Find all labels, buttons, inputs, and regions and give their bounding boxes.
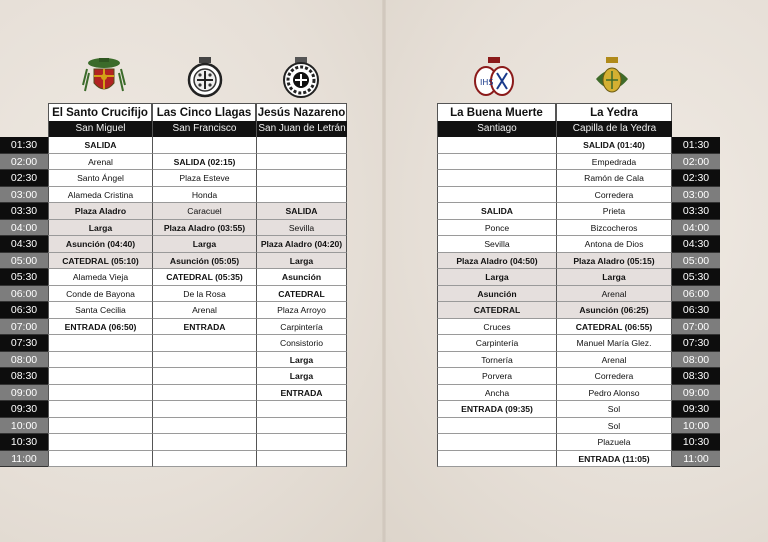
table-row bbox=[437, 220, 720, 237]
time-slot: 07:00 bbox=[672, 319, 720, 336]
column-header-jesus-nazareno: Jesús Nazareno bbox=[256, 103, 347, 121]
table-row bbox=[437, 319, 720, 336]
table-row bbox=[0, 434, 347, 451]
table-row bbox=[0, 286, 347, 303]
time-slot: 08:30 bbox=[672, 368, 720, 385]
schedule-cell: Santa Cecilia bbox=[48, 302, 152, 319]
table-row bbox=[0, 335, 347, 352]
schedule-cell: CATEDRAL (06:55) bbox=[556, 319, 672, 336]
time-slot: 08:00 bbox=[0, 352, 48, 369]
schedule-cell: Ancha bbox=[437, 385, 556, 402]
table-row bbox=[437, 401, 720, 418]
time-slot: 06:30 bbox=[672, 302, 720, 319]
schedule-cell bbox=[48, 368, 152, 385]
schedule-cell: Larga bbox=[256, 352, 347, 369]
time-slot: 01:30 bbox=[0, 137, 48, 154]
time-slot: 10:30 bbox=[672, 434, 720, 451]
schedule-cell: Pedro Alonso bbox=[556, 385, 672, 402]
table-row bbox=[0, 203, 347, 220]
table-row bbox=[0, 236, 347, 253]
schedule-cell: Conde de Bayona bbox=[48, 286, 152, 303]
buena-muerte-emblem-icon bbox=[470, 55, 518, 99]
schedule-cell bbox=[152, 418, 256, 435]
schedule-cell bbox=[256, 137, 347, 154]
time-slot: 05:00 bbox=[672, 253, 720, 270]
time-slot: 03:00 bbox=[0, 187, 48, 204]
time-slot: 04:30 bbox=[0, 236, 48, 253]
column-header-la-yedra: La Yedra bbox=[556, 103, 672, 121]
schedule-cell bbox=[256, 187, 347, 204]
schedule-cell: Plaza Aladro (05:15) bbox=[556, 253, 672, 270]
time-slot: 10:00 bbox=[0, 418, 48, 435]
time-slot: 02:30 bbox=[672, 170, 720, 187]
table-row bbox=[0, 220, 347, 237]
table-row bbox=[437, 236, 720, 253]
time-slot: 04:00 bbox=[672, 220, 720, 237]
schedule-cell: SALIDA bbox=[256, 203, 347, 220]
schedule-cell bbox=[48, 385, 152, 402]
schedule-cell: Bizcocheros bbox=[556, 220, 672, 237]
time-slot: 03:30 bbox=[0, 203, 48, 220]
schedule-cell: Corredera bbox=[556, 187, 672, 204]
schedule-cell bbox=[256, 154, 347, 171]
schedule-cell bbox=[256, 418, 347, 435]
schedule-cell: CATEDRAL (05:35) bbox=[152, 269, 256, 286]
schedule-cell: Asunción (05:05) bbox=[152, 253, 256, 270]
left-schedule-rows bbox=[0, 137, 347, 467]
table-row bbox=[437, 434, 720, 451]
schedule-cell: SALIDA bbox=[437, 203, 556, 220]
schedule-cell: Alameda Cristina bbox=[48, 187, 152, 204]
table-row bbox=[437, 335, 720, 352]
schedule-cell: De la Rosa bbox=[152, 286, 256, 303]
schedule-cell: Empedrada bbox=[556, 154, 672, 171]
schedule-cell: Plaza Aladro (04:50) bbox=[437, 253, 556, 270]
right-schedule-rows bbox=[437, 137, 720, 467]
schedule-cell bbox=[152, 335, 256, 352]
schedule-cell bbox=[256, 434, 347, 451]
time-slot: 05:30 bbox=[672, 269, 720, 286]
schedule-cell: Caracuel bbox=[152, 203, 256, 220]
nazareno-emblem-icon bbox=[279, 55, 323, 99]
schedule-cell: Asunción (04:40) bbox=[48, 236, 152, 253]
column-header-cinco-llagas: Las Cinco Llagas bbox=[152, 103, 256, 121]
schedule-cell: SALIDA (01:40) bbox=[556, 137, 672, 154]
schedule-cell: Honda bbox=[152, 187, 256, 204]
schedule-cell: ENTRADA (09:35) bbox=[437, 401, 556, 418]
time-slot: 03:30 bbox=[672, 203, 720, 220]
schedule-cell: Consistorio bbox=[256, 335, 347, 352]
schedule-cell bbox=[152, 137, 256, 154]
table-row bbox=[437, 302, 720, 319]
schedule-cell: Ramón de Cala bbox=[556, 170, 672, 187]
time-slot: 02:00 bbox=[0, 154, 48, 171]
time-slot: 06:30 bbox=[0, 302, 48, 319]
time-slot: 09:00 bbox=[0, 385, 48, 402]
church-label: Capilla de la Yedra bbox=[556, 121, 672, 137]
schedule-cell bbox=[437, 434, 556, 451]
time-slot: 09:30 bbox=[672, 401, 720, 418]
schedule-cell bbox=[256, 451, 347, 468]
schedule-cell: Santo Ángel bbox=[48, 170, 152, 187]
schedule-cell bbox=[48, 335, 152, 352]
schedule-cell: CATEDRAL bbox=[256, 286, 347, 303]
table-row bbox=[0, 368, 347, 385]
table-row bbox=[0, 187, 347, 204]
time-slot: 03:00 bbox=[672, 187, 720, 204]
table-row bbox=[0, 352, 347, 369]
table-row bbox=[437, 203, 720, 220]
schedule-cell: Larga bbox=[256, 368, 347, 385]
table-row bbox=[437, 269, 720, 286]
table-row bbox=[437, 418, 720, 435]
schedule-cell bbox=[48, 451, 152, 468]
yedra-emblem-icon bbox=[590, 55, 634, 101]
time-slot: 07:00 bbox=[0, 319, 48, 336]
schedule-cell: Sol bbox=[556, 401, 672, 418]
table-row bbox=[0, 137, 347, 154]
time-slot: 10:00 bbox=[672, 418, 720, 435]
schedule-cell: Manuel María Glez. bbox=[556, 335, 672, 352]
table-row bbox=[437, 154, 720, 171]
table-row bbox=[0, 170, 347, 187]
schedule-cell bbox=[152, 401, 256, 418]
schedule-cell: Plaza Aladro (04:20) bbox=[256, 236, 347, 253]
schedule-cell bbox=[48, 434, 152, 451]
schedule-cell: Plaza Arroyo bbox=[256, 302, 347, 319]
schedule-cell: Asunción bbox=[256, 269, 347, 286]
time-slot: 06:00 bbox=[672, 286, 720, 303]
schedule-cell bbox=[437, 170, 556, 187]
schedule-cell: ENTRADA (06:50) bbox=[48, 319, 152, 336]
church-label: San Miguel bbox=[48, 121, 152, 137]
time-slot: 06:00 bbox=[0, 286, 48, 303]
schedule-cell: Arenal bbox=[48, 154, 152, 171]
schedule-cell: Antona de Dios bbox=[556, 236, 672, 253]
schedule-cell: Plaza Esteve bbox=[152, 170, 256, 187]
schedule-cell: Plaza Aladro (03:55) bbox=[152, 220, 256, 237]
table-row bbox=[437, 352, 720, 369]
time-slot: 07:30 bbox=[0, 335, 48, 352]
time-slot: 11:00 bbox=[0, 451, 48, 468]
schedule-cell: Cruces bbox=[437, 319, 556, 336]
time-slot: 07:30 bbox=[672, 335, 720, 352]
svg-text:IHS: IHS bbox=[480, 78, 494, 87]
time-slot: 01:30 bbox=[672, 137, 720, 154]
church-label: San Juan de Letrán bbox=[256, 121, 347, 137]
schedule-cell: SALIDA bbox=[48, 137, 152, 154]
schedule-cell bbox=[152, 434, 256, 451]
time-slot: 09:00 bbox=[672, 385, 720, 402]
schedule-cell bbox=[152, 368, 256, 385]
schedule-cell: Arenal bbox=[556, 286, 672, 303]
schedule-cell: SALIDA (02:15) bbox=[152, 154, 256, 171]
schedule-cell: Carpintería bbox=[437, 335, 556, 352]
schedule-cell: CATEDRAL (05:10) bbox=[48, 253, 152, 270]
schedule-cell bbox=[437, 451, 556, 468]
schedule-cell: Corredera bbox=[556, 368, 672, 385]
schedule-cell bbox=[152, 385, 256, 402]
schedule-cell bbox=[256, 170, 347, 187]
schedule-cell: Prieta bbox=[556, 203, 672, 220]
schedule-cell: Larga bbox=[256, 253, 347, 270]
schedule-cell: Alameda Vieja bbox=[48, 269, 152, 286]
table-row bbox=[437, 451, 720, 468]
schedule-cell: Sol bbox=[556, 418, 672, 435]
schedule-cell bbox=[256, 401, 347, 418]
table-row bbox=[437, 253, 720, 270]
schedule-cell: Asunción bbox=[437, 286, 556, 303]
schedule-cell bbox=[152, 352, 256, 369]
table-row bbox=[0, 319, 347, 336]
time-slot: 02:30 bbox=[0, 170, 48, 187]
schedule-cell: Sevilla bbox=[256, 220, 347, 237]
time-slot: 09:30 bbox=[0, 401, 48, 418]
schedule-cell bbox=[48, 352, 152, 369]
table-row bbox=[0, 253, 347, 270]
time-slot: 04:30 bbox=[672, 236, 720, 253]
time-slot: 05:30 bbox=[0, 269, 48, 286]
schedule-cell: ENTRADA bbox=[256, 385, 347, 402]
table-row bbox=[0, 302, 347, 319]
schedule-cell: Arenal bbox=[152, 302, 256, 319]
schedule-cell: ENTRADA (11:05) bbox=[556, 451, 672, 468]
schedule-cell: Carpintería bbox=[256, 319, 347, 336]
schedule-cell: Arenal bbox=[556, 352, 672, 369]
column-header-santo-crucifijo: El Santo Crucifijo bbox=[48, 103, 152, 121]
table-row bbox=[437, 286, 720, 303]
table-row bbox=[437, 170, 720, 187]
schedule-cell bbox=[152, 451, 256, 468]
schedule-cell: Sevilla bbox=[437, 236, 556, 253]
church-label: San Francisco bbox=[152, 121, 256, 137]
time-slot: 02:00 bbox=[672, 154, 720, 171]
table-row bbox=[0, 418, 347, 435]
church-label: Santiago bbox=[437, 121, 556, 137]
five-wounds-emblem-icon bbox=[185, 55, 225, 99]
time-slot: 08:30 bbox=[0, 368, 48, 385]
time-slot: 10:30 bbox=[0, 434, 48, 451]
table-row bbox=[437, 385, 720, 402]
table-row bbox=[0, 385, 347, 402]
schedule-cell bbox=[437, 418, 556, 435]
column-header-buena-muerte: La Buena Muerte bbox=[437, 103, 556, 121]
table-row bbox=[0, 154, 347, 171]
schedule-cell: Larga bbox=[437, 269, 556, 286]
schedule-cell: CATEDRAL bbox=[437, 302, 556, 319]
schedule-cell: Tornería bbox=[437, 352, 556, 369]
time-slot: 04:00 bbox=[0, 220, 48, 237]
schedule-cell: Larga bbox=[152, 236, 256, 253]
schedule-cell: Asunción (06:25) bbox=[556, 302, 672, 319]
right-schedule-table bbox=[437, 103, 720, 467]
schedule-cell bbox=[437, 187, 556, 204]
schedule-cell: Porvera bbox=[437, 368, 556, 385]
bishop-coat-of-arms-icon bbox=[79, 55, 129, 99]
time-slot: 05:00 bbox=[0, 253, 48, 270]
table-row bbox=[437, 187, 720, 204]
schedule-cell: ENTRADA bbox=[152, 319, 256, 336]
left-schedule-table bbox=[0, 103, 347, 467]
table-row bbox=[437, 368, 720, 385]
time-slot: 08:00 bbox=[672, 352, 720, 369]
schedule-cell: Plaza Aladro bbox=[48, 203, 152, 220]
schedule-cell bbox=[437, 154, 556, 171]
schedule-cell bbox=[48, 401, 152, 418]
schedule-cell: Plazuela bbox=[556, 434, 672, 451]
schedule-cell: Larga bbox=[48, 220, 152, 237]
time-slot: 11:00 bbox=[672, 451, 720, 468]
table-row bbox=[0, 269, 347, 286]
table-row bbox=[0, 401, 347, 418]
schedule-cell: Ponce bbox=[437, 220, 556, 237]
table-row bbox=[0, 451, 347, 468]
table-row bbox=[437, 137, 720, 154]
schedule-cell: Larga bbox=[556, 269, 672, 286]
schedule-cell bbox=[437, 137, 556, 154]
page-fold bbox=[382, 0, 386, 542]
schedule-cell bbox=[48, 418, 152, 435]
